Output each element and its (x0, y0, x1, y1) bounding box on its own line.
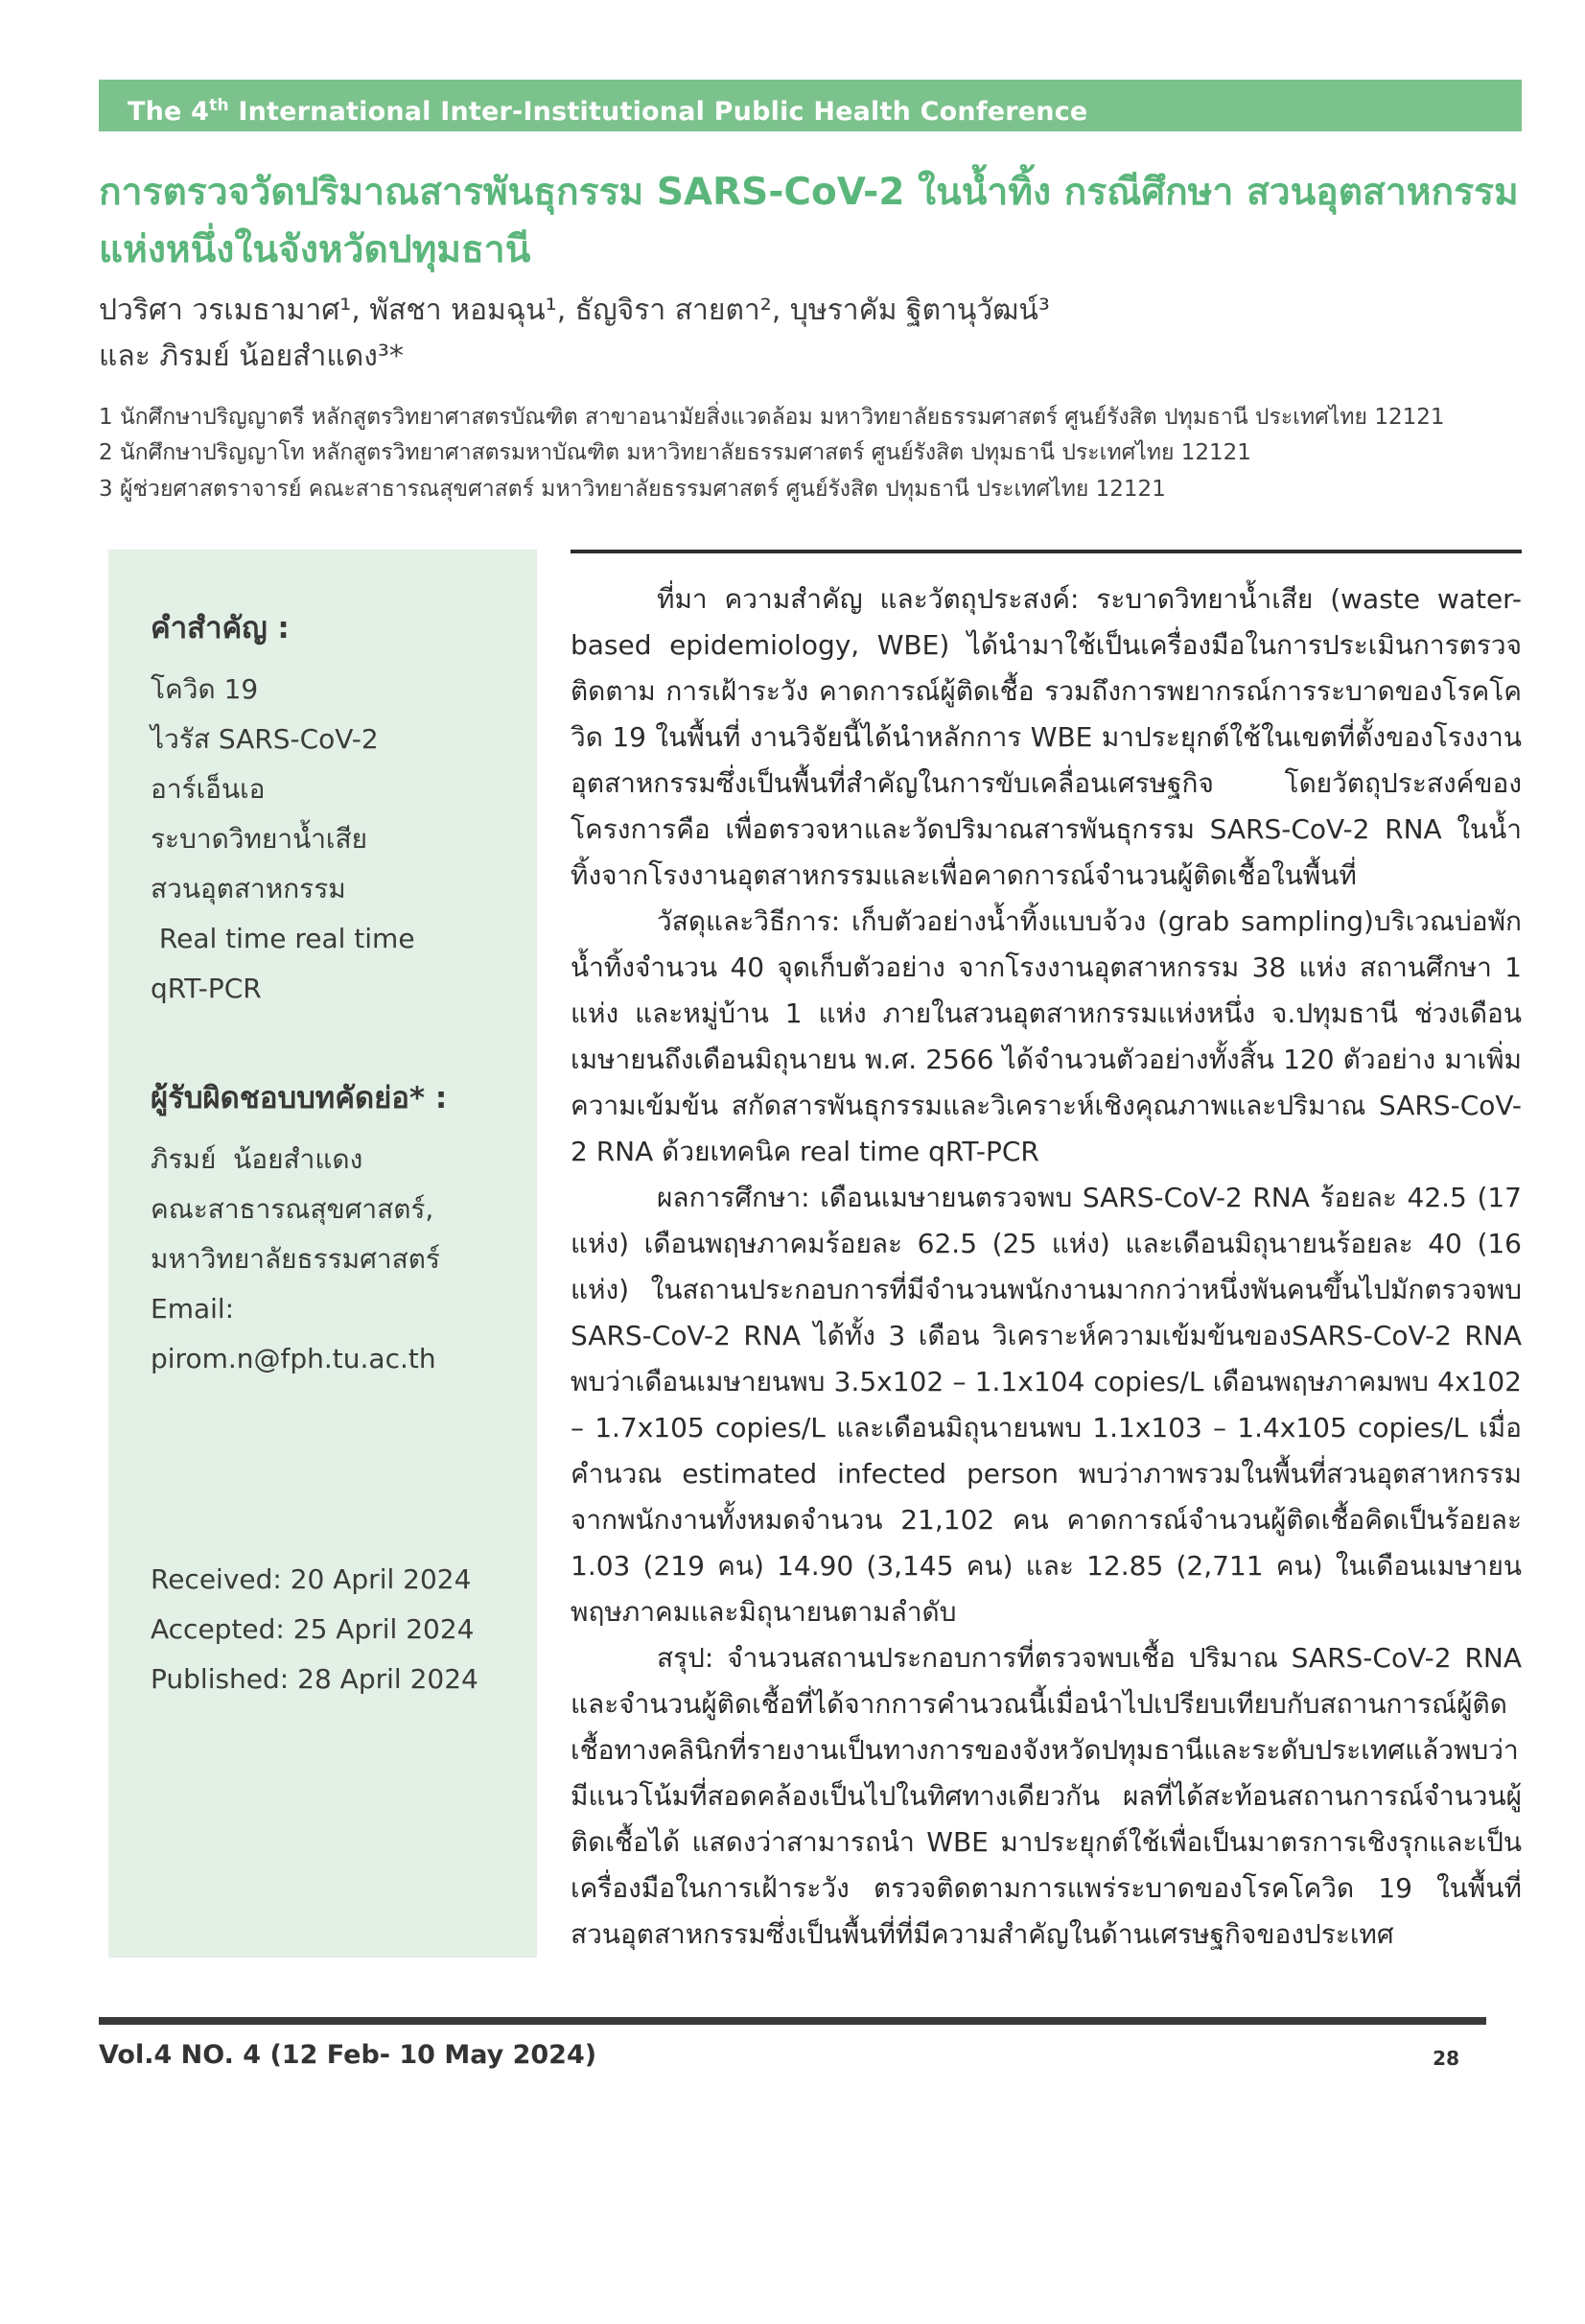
page-number: 28 (1433, 2046, 1459, 2070)
banner-rest: International Inter-Institutional Public Health Conference (228, 97, 1088, 127)
article-title: การตรวจวัดปริมาณสารพันธุกรรม SARS-CoV-2 ในน้ำทิ้ง กรณีศึกษา สวนอุตสาหกรรม แห่งหนึ่งในจังหวัดปทุมธานี (99, 171, 1519, 272)
banner-prefix: The 4 (128, 97, 210, 127)
abstract-paragraph-results: ผลการศึกษา: เดือนเมษายนตรวจพบ SARS-CoV-2 RNA ร้อยละ 42.5 (17 แห่ง) เดือนพฤษภาคมร้อยละ 62.5 (25 แห่ง) และเดือนมิถุนายนร้อยละ 40 (16 แห่ง) ในสถานประกอบการที่มีจำนวนพนักงานมากกว่าหนึ่งพันคนขึ้นไปมักตรวจพบ SARS-CoV-2 RNA ได้ทั้ง 3 เดือน วิเคราะห์ความเข้มข้นของSARS-CoV-2 RNA พบว่าเดือนเมษายนพบ 3.5x102 – 1.1x104 copies/L เดือนพฤษภาคมพบ 4x102 – 1.7x105 copies/L และเดือนมิถุนายนพบ 1.1x103 – 1.4x105 copies/L เมื่อคำนวณ estimated infected person พบว่าภาพรวมในพื้นที่สวนอุตสาหกรรมจากพนักงานทั้งหมดจำนวน 21,102 คน คาดการณ์จำนวนผู้ติดเชื้อคิดเป็นร้อยละ 1.03 (219 คน) 14.90 (3,145 คน) และ 12.85 (2,711 คน) ในเดือนเมษายน พฤษภาคมและมิถุนายนตามลำดับ (571, 1181, 1522, 1628)
corresponding-author-university: มหาวิทยาลัยธรรมศาสตร์ (151, 1242, 440, 1275)
affiliation-1: 1 นักศึกษาปริญญาตรี หลักสูตรวิทยาศาสตรบัณฑิต สาขาอนามัยสิ่งแวดล้อม มหาวิทยาลัยธรรมศาสตร์ ศูนย์รังสิต ปทุมธานี ประเทศไทย 12121 (99, 405, 1445, 431)
keywords-heading: คำสำคัญ : (151, 610, 290, 646)
keyword-item: Real time real time (151, 922, 415, 954)
corresponding-author-faculty: คณะสาธารณสุขศาสตร์, (151, 1192, 434, 1225)
abstract-page (0, 80, 1585, 2070)
authors-line-1: ปวริศา วรเมธามาศ¹, พัสชา หอมฉุน¹, ธัญจิรา สายตา², บุษราคัม ฐิตานุวัฒน์³ (99, 293, 1050, 327)
corresponding-author-heading: ผู้รับผิดชอบบทคัดย่อ* : (151, 1080, 448, 1115)
footer-divider (99, 2017, 1486, 2025)
keyword-item: qRT-PCR (151, 972, 262, 1004)
banner-ordinal: th (209, 96, 229, 115)
corresponding-author-block (151, 1073, 508, 1384)
dates-block (151, 1555, 508, 1704)
affiliation-3: 3 ผู้ช่วยศาสตราจารย์ คณะสาธารณสุขศาสตร์ มหาวิทยาลัยธรรมศาสตร์ ศูนย์รังสิต ปทุมธานี ประเทศไทย 12121 (99, 476, 1166, 502)
conference-banner (99, 80, 1522, 131)
affiliations-block (99, 400, 1522, 507)
keyword-item: สวนอุตสาหกรรม (151, 872, 346, 904)
sidebar-panel (108, 550, 537, 1958)
volume-info: Vol.4 NO. 4 (12 Feb- 10 May 2024) (99, 2039, 597, 2070)
abstract-paragraph-background: ที่มา ความสำคัญ และวัตถุประสงค์: ระบาดวิทยาน้ำเสีย (waste water-based epidemiology, WBE) ได้นำมาใช้เป็นเครื่องมือในการประเมินการตรวจติดตาม การเฝ้าระวัง คาดการณ์ผู้ติดเชื้อ รวมถึงการพยากรณ์การระบาดของโรคโควิด 19 ในพื้นที่ งานวิจัยนี้ได้นำหลักการ WBE มาประยุกต์ใช้ในเขตที่ตั้งของโรงงานอุตสาหกรรมซึ่งเป็นพื้นที่สำคัญในการขับเคลื่อนเศรษฐกิจ โดยวัตถุประสงค์ของโครงการคือ เพื่อตรวจหาและวัดปริมาณสารพันธุกรรม SARS-CoV-2 RNA ในน้ำทิ้งจากโรงงานอุตสาหกรรมและเพื่อคาดการณ์จำนวนผู้ติดเชื้อในพื้นที่ (571, 582, 1522, 891)
keyword-item: ไวรัส SARS-CoV-2 (151, 722, 379, 755)
authors-block (99, 288, 1522, 381)
abstract-body (571, 550, 1522, 1958)
keyword-item: อาร์เอ็นเอ (151, 772, 266, 805)
keywords-list (151, 665, 508, 1014)
content-columns (99, 550, 1522, 1958)
keyword-item: ระบาดวิทยาน้ำเสีย (151, 822, 367, 855)
corresponding-author-email: Email: pirom.n@fph.tu.ac.th (151, 1292, 436, 1374)
received-date: Received: 20 April 2024 (151, 1562, 472, 1595)
corresponding-author-name: ภิรมย์ น้อยสำแดง (151, 1142, 363, 1175)
published-date: Published: 28 April 2024 (151, 1662, 478, 1695)
abstract-paragraph-conclusion: สรุป: จำนวนสถานประกอบการที่ตรวจพบเชื้อ ปริมาณ SARS-CoV-2 RNA และจำนวนผู้ติดเชื้อที่ได้จากการคำนวณนี้เมื่อนำไปเปรียบเทียบกับสถานการณ์ผู้ติดเชื้อทางคลินิกที่รายงานเป็นทางการของจังหวัดปทุมธานีและระดับประเทศแล้วพบว่ามีแนวโน้มที่สอดคล้องเป็นไปในทิศทางเดียวกัน ผลที่ได้สะท้อนสถานการณ์จำนวนผู้ติดเชื้อได้ แสดงว่าสามารถนำ WBE มาประยุกต์ใช้เพื่อเป็นมาตรการเชิงรุกและเป็นเครื่องมือในการเฝ้าระวัง ตรวจติดตามการแพร่ระบาดของโรคโควิด 19 ในพื้นที่สวนอุตสาหกรรมซึ่งเป็นพื้นที่ที่มีความสำคัญในด้านเศรษฐกิจของประเทศ (571, 1641, 1522, 1950)
affiliation-2: 2 นักศึกษาปริญญาโท หลักสูตรวิทยาศาสตรมหาบัณฑิต มหาวิทยาลัยธรรมศาสตร์ ศูนย์รังสิต ปทุมธานี ประเทศไทย 12121 (99, 440, 1251, 466)
abstract-paragraph-methods: วัสดุและวิธีการ: เก็บตัวอย่างน้ำทิ้งแบบจ้วง (grab sampling)บริเวณบ่อพักน้ำทิ้งจำนวน 40 จุดเก็บตัวอย่าง จากโรงงานอุตสาหกรรม 38 แห่ง สถานศึกษา 1 แห่ง และหมู่บ้าน 1 แห่ง ภายในสวนอุตสาหกรรมแห่งหนึ่ง จ.ปทุมธานี ช่วงเดือนเมษายนถึงเดือนมิถุนายน พ.ศ. 2566 ได้จำนวนตัวอย่างทั้งสิ้น 120 ตัวอย่าง มาเพิ่มความเข้มข้น สกัดสารพันธุกรรมและวิเคราะห์เชิงคุณภาพและปริมาณ SARS-CoV-2 RNA ด้วยเทคนิค real time qRT-PCR (571, 904, 1522, 1167)
conference-banner-text (128, 97, 1087, 127)
authors-line-2: และ ภิรมย์ น้อยสำแดง³* (99, 340, 404, 374)
accepted-date: Accepted: 25 April 2024 (151, 1612, 475, 1645)
keyword-item: โควิด 19 (151, 672, 259, 705)
page-footer (99, 2040, 1486, 2070)
